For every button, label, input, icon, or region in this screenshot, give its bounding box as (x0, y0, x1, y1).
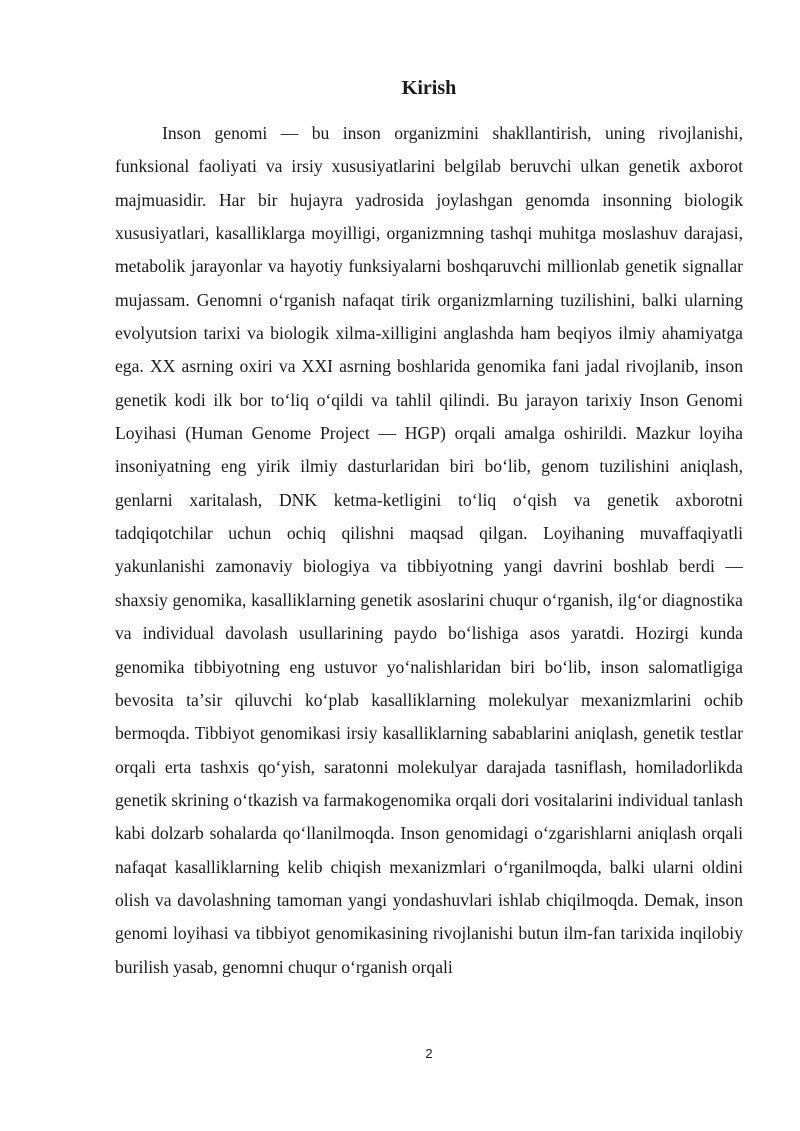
body-paragraph: Inson genomi — bu inson organizmini shakllantirish, uning rivojlanishi, funksional faoliyati va irsiy xususiyatlarini belgilab beruvchi ulkan genetik axborot majmuasidir. Har bir hujayra yadrosida joylashgan genomda insonning biologik xususiyatlari, kasalliklarga moyilligi, organizmning tashqi muhitga moslashuv darajasi, metabolik jarayonlar va hayotiy funksiyalarni boshqaruvchi millionlab genetik signallar mujassam. Genomni oʻrganish nafaqat tirik organizmlarning tuzilishini, balki ularning evolyutsion tarixi va biologik xilma-xilligini anglashda ham beqiyos ilmiy ahamiyatga ega. XX asrning oxiri va XXI asrning boshlarida genomika fani jadal rivojlanib, inson genetik kodi ilk bor toʻliq oʻqildi va tahlil qilindi. Bu jarayon tarixiy Inson Genomi Loyihasi (Human Genome Project — HGP) orqali amalga oshirildi. Mazkur loyiha insoniyatning eng yirik ilmiy dasturlaridan biri boʻlib, genom tuzilishini aniqlash, genlarni xaritalash, DNK ketma-ketligini toʻliq oʻqish va genetik axborotni tadqiqotchilar uchun ochiq qilishni maqsad qilgan. Loyihaning muvaffaqiyatli yakunlanishi zamonaviy biologiya va tibbiyotning yangi davrini boshlab berdi — shaxsiy genomika, kasalliklarning genetik asoslarini chuqur oʻrganish, ilgʻor diagnostika va individual davolash usullarining paydo boʻlishiga asos yaratdi. Hozirgi kunda genomika tibbiyotning eng ustuvor yoʻnalishlaridan biri boʻlib, inson salomatligiga bevosita taʼsir qiluvchi koʻplab kasalliklarning molekulyar mexanizmlarini ochib bermoqda. Tibbiyot genomikasi irsiy kasalliklarning sabablarini aniqlash, genetik testlar orqali erta tashxis qoʻyish, saratonni molekulyar darajada tasniflash, homiladorlikda genetik skrining oʻtkazish va farmakogenomika orqali dori vositalarini individual tanlash kabi dolzarb sohalarda qoʻllanilmoqda. Inson genomidagi oʻzgarishlarni aniqlash orqali nafaqat kasalliklarning kelib chiqish mexanizmlari oʻrganilmoqda, balki ularni oldini olish va davolashning tamoman yangi yondashuvlari ishlab chiqilmoqda. Demak, inson genomi loyihasi va tibbiyot genomikasining rivojlanishi butun ilm-fan tarixida inqilobiy burilish yasab, genomni chuqur oʻrganish orqali (115, 123, 743, 977)
page-title: Kirish (401, 77, 457, 99)
page-number: 2 (425, 1046, 433, 1061)
